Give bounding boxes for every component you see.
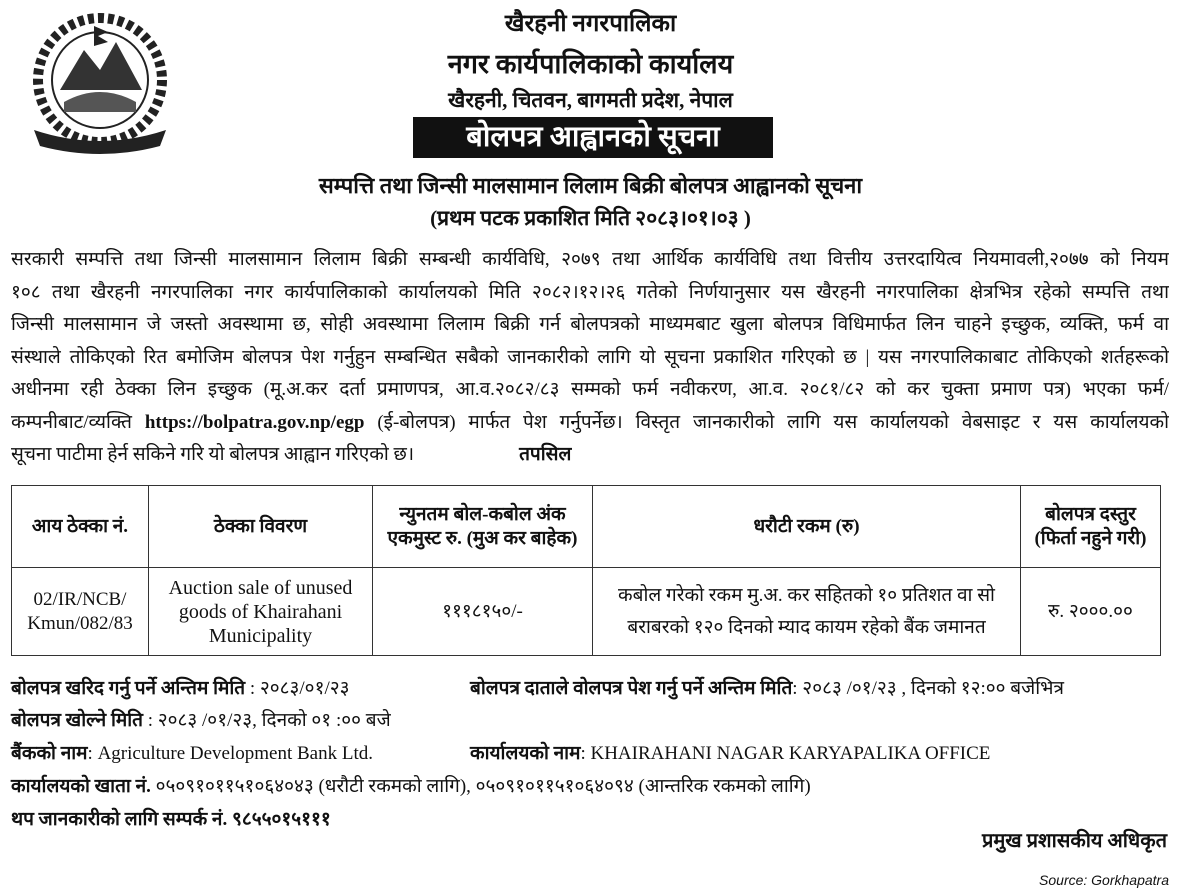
contact-number: थप जानकारीको लागि सम्पर्क नं. ९८५५०१५१११ <box>11 809 331 830</box>
account-numbers <box>11 772 811 798</box>
body-line: संस्थाले तोकिएको रित बमोजिम बोलपत्र पेश गर्नुहुन सम्बन्धित सबैको जानकारीको लागि यो सूचना प्रकाशित गरिएको छ | यस नगरपालिकाबाट तोकिएको शर्तहरूको <box>11 346 1169 368</box>
body-line: सरकारी सम्पत्ति तथा जिन्सी मालसामान लिलाम बिक्री सम्बन्धी कार्यविधि, २०७९ तथा आर्थिक कार्यविधि तथा वित्तीय उत्तरदायित्व नियमावली,२०७७ को नियम <box>11 249 1169 270</box>
label: कार्यालयको नाम <box>470 743 581 764</box>
value: : KHAIRAHANI NAGAR KARYAPALIKA OFFICE <box>580 743 991 764</box>
source-credit: Source: Gorkhapatra <box>1039 872 1169 888</box>
body-line <box>11 439 1169 472</box>
submission-deadline <box>470 674 1064 700</box>
tender-table <box>11 485 1161 656</box>
label: बैंकको नाम <box>11 743 88 764</box>
value: : २०८३ /०१/२३ , दिनको १२:०० बजेभित्र <box>792 678 1064 699</box>
office-name-footer <box>470 739 990 765</box>
body-line: जिन्सी मालसामान जे जस्तो अवस्थामा छ, सोही अवस्थामा लिलाम बिक्री गर्न बोलपत्रको माध्यमबाट खुला बोलपत्र विधिमार्फत लिन चाहने इच्छुक, व्यक्ति, फर्म वा <box>11 314 1169 335</box>
cell-fee: रु. २०००.०० <box>1021 568 1161 656</box>
col-header: धरौटी रकम (रु) <box>593 486 1021 568</box>
col-header: ठेक्का विवरण <box>149 486 373 568</box>
body-line <box>11 407 1169 440</box>
office-name: नगर कार्यपालिकाको कार्यालय <box>447 49 734 79</box>
label: बोलपत्र खोल्ने मिति <box>11 710 143 731</box>
value: ०५०९१०११५१०६४०४३ (धरौटी रकमको लागि), ०५०९१०११५१०६४०९४ (आन्तरिक रकमको लागि) <box>150 776 811 797</box>
publish-date: (प्रथम पटक प्रकाशित मिति २०८३।०१।०३ ) <box>430 206 751 230</box>
body-line: १०८ तथा खैरहनी नगरपालिका नगर कार्यपालिकाको कार्यालयको मिति २०८२।१२।२६ गतेको निर्णयानुसार यस खैरहनी नगरपालिका क्षेत्रभित्र रहेको सम्पत्ति तथा <box>11 281 1169 303</box>
col-header: न्युनतम बोल-कबोल अंक एकमुस्ट रु. (मुअ कर बाहेक) <box>373 486 593 568</box>
body-text: (ई-बोलपत्र) मार्फत पेश गर्नुपर्नेछ। विस्तृत जानकारीको लागि यस कार्यालयको वेबसाइट र यस कार्यालयको <box>364 411 1169 433</box>
cell-contract-no: 02/IR/NCB/ Kmun/082/83 <box>12 568 149 656</box>
cell-description: Auction sale of unused goods of Khairahani Municipality <box>149 568 373 656</box>
notice-title: बोलपत्र आह्वानको सूचना <box>413 117 773 158</box>
cell-deposit: कबोल गरेको रकम मु.अ. कर सहितको १० प्रतिशत वा सो बराबरको १२० दिनको म्याद कायम रहेको बैंक जमानत <box>593 568 1021 656</box>
purchase-deadline <box>11 674 350 700</box>
bank-name <box>11 739 373 765</box>
body-line: अधीनमा रही ठेक्का लिन इच्छुक (मू.अ.कर दर्ता प्रमाणपत्र, आ.व.२०८२/८३ सम्मको फर्म नवीकरण, आ.व. २०८१/८२ को कर चुक्ता प्रमाण पत्र) भएका फर्म/ <box>11 379 1169 400</box>
value: : Agriculture Development Bank Ltd. <box>87 743 374 764</box>
value: : २०८३/०१/२३ <box>245 678 350 699</box>
municipality-name: खैरहनी नगरपालिका <box>504 11 677 37</box>
value: : २०८३ /०१/२३, दिनको ०१ :०० बजे <box>142 710 391 731</box>
col-header: आय ठेक्का नं. <box>12 486 149 568</box>
label: बोलपत्र दाताले वोलपत्र पेश गर्नु पर्ने अन्तिम मिति <box>470 678 793 699</box>
cell-min-bid: १११८१५०/- <box>373 568 593 656</box>
label: बोलपत्र खरिद गर्नु पर्ने अन्तिम मिति <box>11 678 246 699</box>
col-header: बोलपत्र दस्तुर (फिर्ता नहुने गरी) <box>1021 486 1161 568</box>
notice-subject: सम्पत्ति तथा जिन्सी मालसामान लिलाम बिक्री बोलपत्र आह्वानको सूचना <box>318 173 863 198</box>
table-row <box>12 568 1161 656</box>
body-text: सूचना पाटीमा हेर्न सकिने गरि यो बोलपत्र आह्वान गरिएको छ। <box>11 444 415 465</box>
signature-title: प्रमुख प्रशासकीय अधिकृत <box>981 830 1167 852</box>
tapasil-heading: तपसिल <box>519 444 572 465</box>
notice-body <box>11 244 1169 472</box>
office-address: खैरहनी, चितवन, बागमती प्रदेश, नेपाल <box>448 88 733 112</box>
table-header-row <box>12 486 1161 568</box>
opening-date <box>11 706 391 732</box>
egp-url-link[interactable]: https://bolpatra.gov.np/egp <box>144 411 365 433</box>
label: कार्यालयको खाता नं. <box>11 776 151 797</box>
body-text: कम्पनीबाट/व्यक्ति <box>11 411 145 433</box>
